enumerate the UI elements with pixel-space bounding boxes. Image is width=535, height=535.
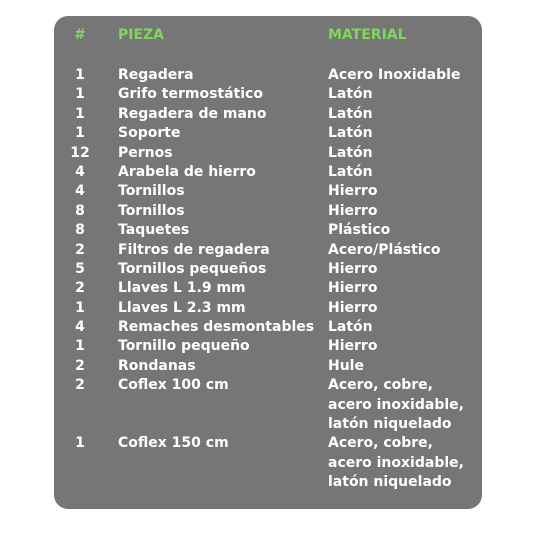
row-material: Latón bbox=[328, 125, 373, 142]
row-quantity: 4 bbox=[75, 183, 85, 200]
row-material: Latón bbox=[328, 105, 373, 122]
row-material: Hierro bbox=[328, 338, 378, 355]
row-piece: Tornillos bbox=[118, 202, 185, 219]
row-piece: Pernos bbox=[118, 144, 173, 161]
row-quantity: 1 bbox=[75, 105, 85, 122]
row-piece: Grifo termostático bbox=[118, 86, 263, 103]
parts-table-card bbox=[54, 16, 482, 509]
row-material: Hierro bbox=[328, 183, 378, 200]
table-row bbox=[54, 357, 482, 376]
table-row bbox=[54, 144, 482, 163]
row-quantity: 2 bbox=[75, 280, 85, 297]
table-row bbox=[54, 376, 482, 434]
row-material: Acero, cobre, acero inoxidable, latón niquelado bbox=[328, 435, 464, 491]
row-material: Hierro bbox=[328, 280, 378, 297]
table-row bbox=[54, 66, 482, 85]
row-material: Hierro bbox=[328, 299, 378, 316]
row-quantity: 1 bbox=[75, 125, 85, 142]
row-piece: Soporte bbox=[118, 125, 181, 142]
row-piece: Remaches desmontables bbox=[118, 319, 315, 336]
table-row bbox=[54, 434, 482, 492]
table-header bbox=[54, 27, 482, 49]
table-row bbox=[54, 221, 482, 240]
row-quantity: 2 bbox=[75, 377, 85, 394]
table-row bbox=[54, 279, 482, 298]
row-piece: Taquetes bbox=[118, 222, 190, 239]
row-material: Latón bbox=[328, 319, 373, 336]
row-material: Latón bbox=[328, 86, 373, 103]
row-piece: Coflex 100 cm bbox=[118, 377, 229, 394]
row-quantity: 4 bbox=[75, 163, 85, 180]
header-piece: PIEZA bbox=[118, 27, 165, 43]
row-piece: Coflex 150 cm bbox=[118, 435, 229, 452]
table-row bbox=[54, 318, 482, 337]
table-row bbox=[54, 299, 482, 318]
row-material: Hierro bbox=[328, 260, 378, 277]
row-piece: Tornillo pequeño bbox=[118, 338, 250, 355]
row-quantity: 1 bbox=[75, 435, 85, 452]
row-material: Acero/Plástico bbox=[328, 241, 441, 258]
header-number: # bbox=[74, 27, 86, 43]
row-piece: Arabela de hierro bbox=[118, 163, 256, 180]
table-row bbox=[54, 182, 482, 201]
row-quantity: 8 bbox=[75, 222, 85, 239]
row-quantity: 1 bbox=[75, 86, 85, 103]
row-piece: Regadera bbox=[118, 67, 194, 83]
table-row bbox=[54, 105, 482, 124]
table-row bbox=[54, 124, 482, 143]
table-row bbox=[54, 260, 482, 279]
row-quantity: 2 bbox=[75, 357, 85, 374]
row-piece: Tornillos pequeños bbox=[118, 260, 267, 277]
row-quantity: 1 bbox=[75, 338, 85, 355]
row-piece: Llaves L 1.9 mm bbox=[118, 280, 246, 297]
row-quantity: 5 bbox=[75, 260, 85, 277]
row-piece: Llaves L 2.3 mm bbox=[118, 299, 246, 316]
table-row bbox=[54, 202, 482, 221]
row-piece: Filtros de regadera bbox=[118, 241, 270, 258]
row-material: Acero, cobre, acero inoxidable, latón niquelado bbox=[328, 377, 464, 433]
row-material: Latón bbox=[328, 163, 373, 180]
header-material: MATERIAL bbox=[328, 27, 407, 43]
row-piece: Regadera de mano bbox=[118, 105, 267, 122]
table-row bbox=[54, 337, 482, 356]
row-quantity: 4 bbox=[75, 319, 85, 336]
row-piece: Rondanas bbox=[118, 357, 196, 374]
table-body bbox=[54, 66, 482, 493]
row-material: Acero Inoxidable bbox=[328, 67, 461, 83]
table-row bbox=[54, 163, 482, 182]
row-quantity: 8 bbox=[75, 202, 85, 219]
row-material: Hule bbox=[328, 357, 364, 374]
row-quantity: 1 bbox=[75, 299, 85, 316]
row-quantity: 12 bbox=[70, 144, 90, 161]
row-piece: Tornillos bbox=[118, 183, 185, 200]
row-material: Latón bbox=[328, 144, 373, 161]
row-quantity: 1 bbox=[75, 67, 85, 83]
row-material: Plástico bbox=[328, 222, 391, 239]
row-quantity: 2 bbox=[75, 241, 85, 258]
table-row bbox=[54, 241, 482, 260]
row-material: Hierro bbox=[328, 202, 378, 219]
table-row bbox=[54, 85, 482, 104]
